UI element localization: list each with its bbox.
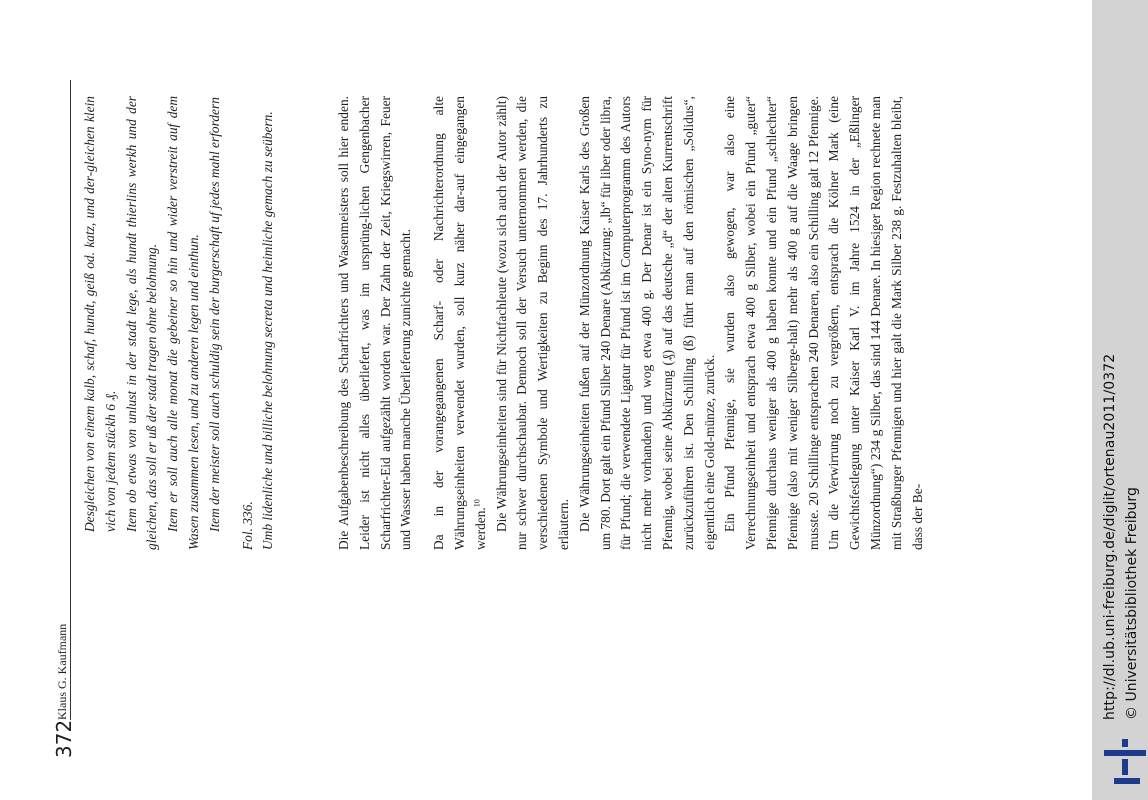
permalink-url[interactable]: http://dl.ub.uni-freiburg.de/diglit/ortenau2011/0372 xyxy=(1102,353,1118,720)
footnote-marker: 10 xyxy=(472,499,482,508)
body-paragraph xyxy=(429,96,491,550)
quote-paragraph: Umb lidenliche und billiche belohnung secreta und heimliche gemach zu seübern. xyxy=(260,111,276,550)
quote-paragraph: Item er soll auch alle monat die gebeiner so hin und wider verstreit auf dem Wasen zusammen lesen, und zu anderen legen und einthun. xyxy=(165,96,201,550)
main-text xyxy=(334,96,928,550)
copyright-notice: © Universitätsbibliothek Freiburg xyxy=(1124,487,1140,720)
quote-paragraph: Item der meister soll auch schuldig sein der burgerschaft uf jedes mahl erfordern xyxy=(206,97,222,532)
folio-reference: Fol. 336. xyxy=(239,501,255,550)
quoted-ordinance xyxy=(80,96,279,550)
library-sidebar xyxy=(1092,0,1148,800)
quote-paragraph: Item ob etwas von unlust in der stadt lege, als hundt thierlins werkh und der gleichen, das soll er uß der stadt tragen ohne belohnung. xyxy=(123,96,160,550)
body-paragraph: Die Aufgabenbeschreibung des Scharfrichters und Wasenmeisters soll hier enden. Leider ist nicht alles überliefert, was im ursprüng-lichen Gengenbacher Scharfrichter-Eid aufgezählt worden war. Der Zahn der Zeit, Kriegswirren, Feuer und Wasser haben manche Überlieferung zunichte gemacht. xyxy=(336,96,414,550)
page-number: 372 xyxy=(52,719,76,758)
quote-paragraph: Desgleichen von einem kalb, schaf, hundt, geiß od. katz, und der-gleichen klein vich von jedem stückh 6 ₰. xyxy=(82,96,118,532)
body-paragraph: Ein Pfund Pfennige, sie wurden also gewogen, war also eine Verrechnungseinheit und entsprach etwa 400 g Silber, wobei ein Pfund „guter“ Pfennige durchaus weniger als 400 g haben konnte und ein Pfund „schlechter“ Pfennige (also mit weniger Silberge-halt) mehr als 400 g auf die Waage bringen musste. 20 Schillinge entsprachen 240 Denaren, also ein Schilling galt 12 Pfennige. Um die Verwirrung noch zu vergrößern, entsprach die Kölner Mark (eine Gewichtsfestlegung unter Kaiser Karl V. im Jahre 1524 in der „Eßlinger Münzordnung“) 234 g Silber, das sind 144 Denare. In hiesiger Region rechnete man mit Straßburger Pfennigen und hier galt die Mark Silber 238 g. Festzuhalten bleibt, dass der Be- xyxy=(722,96,925,550)
body-paragraph-text: Da in der vorangegangenen Scharf- oder Nachrichterordnung alte Währungseinheiten verwendet wurden, soll kurz näher dar-auf eingegangen werden. xyxy=(431,96,488,550)
header-rule xyxy=(70,80,71,720)
running-head: Klaus G. Kaufmann xyxy=(55,623,69,720)
body-paragraph: Die Währungseinheiten sind für Nichtfachleute (wozu sich auch der Autor zählt) nur schwer durchschaubar. Dennoch soll der Versuch unternommen werden, die verschiedenen Symbole und Wertigkeiten zu Beginn des 17. Jahrhunderts zu erläutern. xyxy=(493,96,571,550)
body-paragraph: Die Währungseinheiten fußen auf der Münzordnung Kaiser Karls des Großen um 780. Dort galt ein Pfund Silber 240 Denare (Abkürzung: „lb“ für liber oder libra, für Pfund; die verwendete Ligatur für Pfund ist im Computerprogramm des Autors nicht mehr vorhanden) und wog etwa 400 g. Der Denar ist ein Syno-nym für Pfennig, wobei seine Abkürzung (₰) auf das deutsche „d“ der alten Kurrentschrift zurückzuführen ist. Den Schilling (ß) führt man auf den römischen „Solidus“, eigentlich eine Gold-münze, zurück. xyxy=(576,96,717,550)
